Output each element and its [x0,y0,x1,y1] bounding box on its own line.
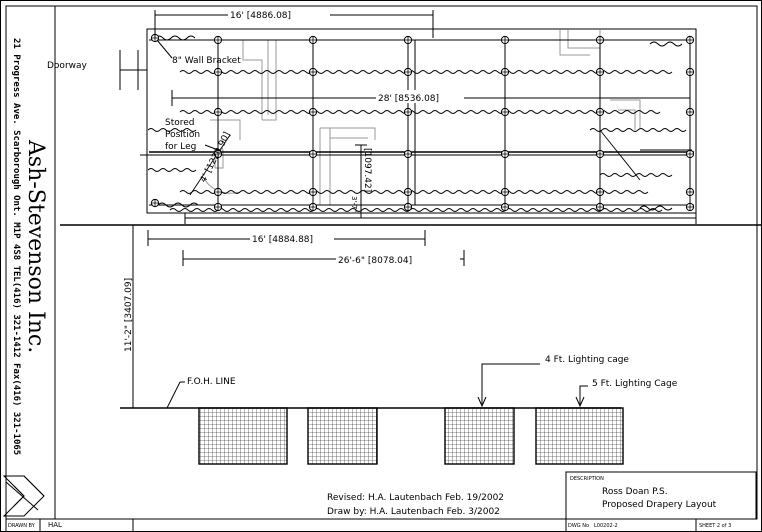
title-line-1: Ross Doan P.S. [602,487,668,497]
lighting-cage-4 [536,408,623,464]
dwg-no-value: L00202-2 [594,523,618,529]
drawn-by-strip [6,519,133,531]
lighting-cage-3 [445,408,514,464]
revised-note: Revised: H.A. Lautenbach Feb. 19/2002 [327,493,505,503]
dim-span-26: 26'-6" [8078.04] [338,256,413,266]
stored-position-line2: Position [165,130,201,140]
dim-vert-3: 3'-7" [350,196,358,213]
company-name: Ash-Stevenson Inc. [23,140,48,354]
company-address: 21 Progress Ave. Scarborough Ont. M1P 4S8 TEL(416) 321-1412 Fax(416) 321-1065 [11,38,21,456]
description-header: DESCRIPTION [570,476,604,482]
title-line-2: Proposed Drapery Layout [602,500,717,510]
stored-position-line3: for Leg [165,142,197,152]
drawn-note: Draw by: H.A. Lautenbach Feb. 3/2002 [327,507,500,517]
ghost-pipework [204,30,640,205]
dim-foh-distance: 11'-2" [3407.09] [124,277,134,352]
company-logo [4,476,44,516]
doorway [47,50,147,90]
dim-span-28: 28' [8536.08] [378,94,440,104]
foh-line-label: F.O.H. LINE [187,377,236,387]
doorway-label: Doorway [47,61,87,71]
cage-5ft-label: 5 Ft. Lighting Cage [592,379,678,389]
dim-bottom-16: 16' [4884.88] [252,235,314,245]
wall-bracket-label: 8" Wall Bracket [172,56,241,66]
lighting-cage-1 [199,408,287,464]
drawn-by-value: HAL [48,521,62,529]
drawn-by-label: DRAWN BY [8,523,35,529]
cage-4ft-label: 4 Ft. Lighting cage [545,355,629,365]
dim-vert-1097: [1097.42] [362,148,372,193]
sheet-outer-border [1,1,762,532]
dim-top-16: 16' [4886.08] [230,11,292,21]
stored-position-line1: Stored [165,118,195,128]
plan-view [47,7,762,408]
dwg-no-label: DWG No [568,523,590,529]
title-block [566,472,756,531]
front-view [120,355,678,464]
dim-leg-4: 4' [1220.90] [198,130,233,185]
sheet-number: SHEET 2 of 3 [699,523,732,529]
lighting-cage-2 [308,408,377,464]
